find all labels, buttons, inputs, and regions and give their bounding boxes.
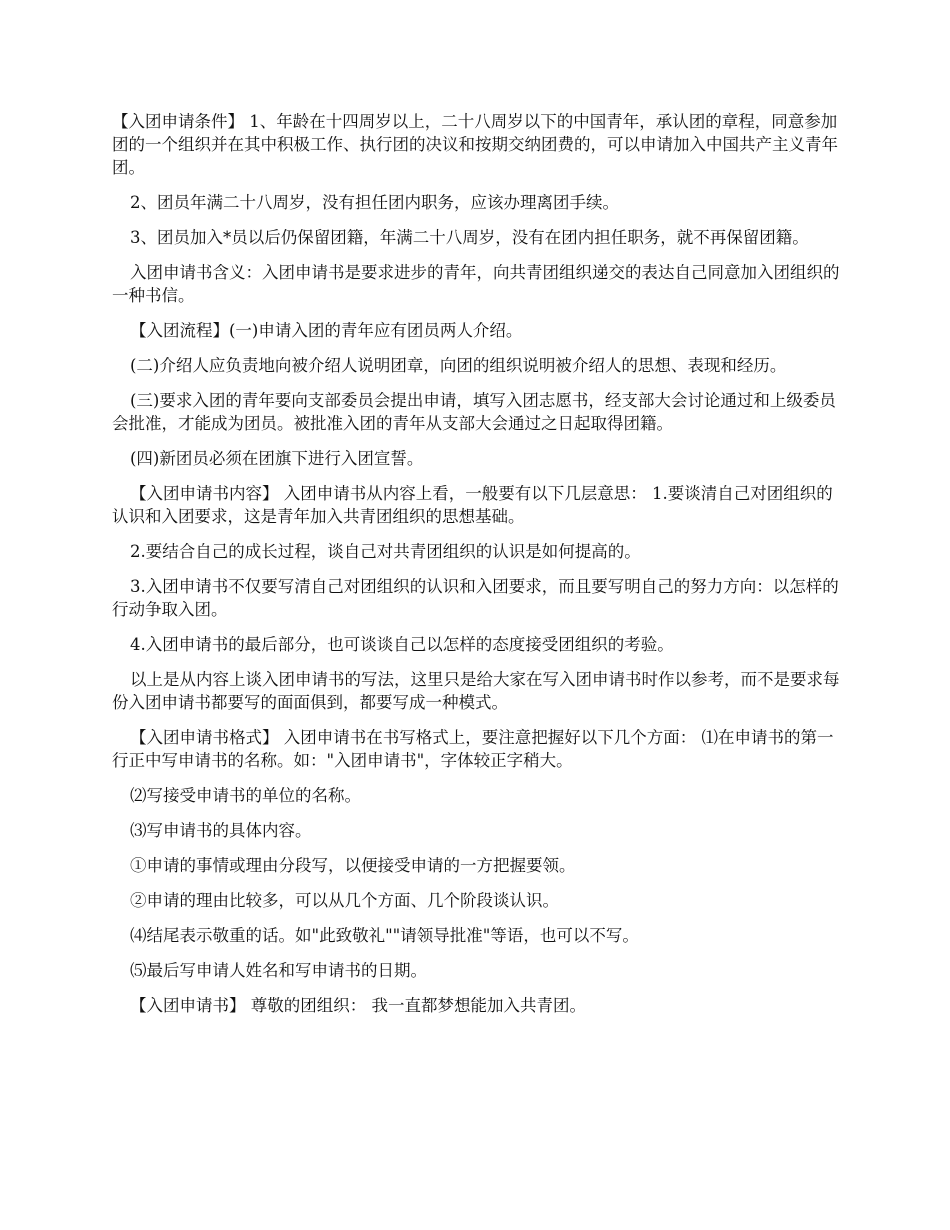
paragraph-definition: 入团申请书含义：入团申请书是要求进步的青年，向共青团组织递交的表达自己同意加入团组织的一种书信。	[112, 263, 840, 305]
paragraph-process-4: (四)新团员必须在团旗下进行入团宣誓。	[130, 449, 424, 468]
paragraph-format-intro: 【入团申请书格式】 入团申请书在书写格式上，要注意把握好以下几个方面： ⑴在申请书的第一行正中写申请书的名称。如："入团申请书"，字体较正字稍大。	[112, 728, 834, 770]
paragraph-condition-2: 2、团员年满二十八周岁，没有担任团内职务，应该办理离团手续。	[130, 193, 619, 212]
paragraph-format-3a: ①申请的事情或理由分段写，以便接受申请的一方把握要领。	[130, 856, 576, 875]
paragraph-content-intro: 【入团申请书内容】 入团申请书从内容上看，一般要有以下几层意思： 1.要谈清自己对团组织的认识和入团要求，这是青年加入共青团组织的思想基础。	[112, 484, 833, 526]
paragraph-process-1: 【入团流程】(一)申请入团的青年应有团员两人介绍。	[130, 321, 523, 340]
paragraph-process-2: (二)介绍人应负责地向被介绍人说明团章，向团的组织说明被介绍人的思想、表现和经历。	[130, 356, 787, 375]
document-body	[112, 110, 842, 1029]
paragraph-content-4: 4.入团申请书的最后部分，也可谈谈自己以怎样的态度接受团组织的考验。	[130, 635, 674, 654]
paragraph-content-2: 2.要结合自己的成长过程，谈自己对共青团组织的认识是如何提高的。	[130, 542, 641, 561]
paragraph-sample-letter: 【入团申请书】 尊敬的团组织： 我一直都梦想能加入共青团。	[130, 996, 586, 1015]
paragraph-condition-3: 3、团员加入*员以后仍保留团籍，年满二十八周岁，没有在团内担任职务，就不再保留团籍。	[130, 228, 809, 247]
paragraph-process-3: (三)要求入团的青年要向支部委员会提出申请，填写入团志愿书，经支部大会讨论通过和上级委员会批准，才能成为团员。被批准入团的青年从支部大会通过之日起取得团籍。	[112, 391, 836, 433]
paragraph-format-3b: ②申请的理由比较多，可以从几个方面、几个阶段谈认识。	[130, 891, 559, 910]
paragraph-format-5: ⑸最后写申请人姓名和写申请书的日期。	[130, 961, 427, 980]
paragraph-content-summary: 以上是从内容上谈入团申请书的写法，这里只是给大家在写入团申请书时作以参考，而不是要求每份入团申请书都要写的面面俱到，都要写成一种模式。	[112, 670, 840, 712]
paragraph-format-3: ⑶写申请书的具体内容。	[130, 821, 312, 840]
paragraph-join-conditions: 【入团申请条件】 1、年龄在十四周岁以上，二十八周岁以下的中国青年，承认团的章程，同意参加团的一个组织并在其中积极工作、执行团的决议和按期交纳团费的，可以申请加入中国共产主义青年团。	[112, 112, 838, 177]
paragraph-content-3: 3.入团申请书不仅要写清自己对团组织的认识和入团要求，而且要写明自己的努力方向：以怎样的行动争取入团。	[112, 577, 839, 619]
paragraph-format-4: ⑷结尾表示敬重的话。如"此致敬礼""请领导批准"等语，也可以不写。	[130, 926, 639, 945]
paragraph-format-2: ⑵写接受申请书的单位的名称。	[130, 786, 361, 805]
